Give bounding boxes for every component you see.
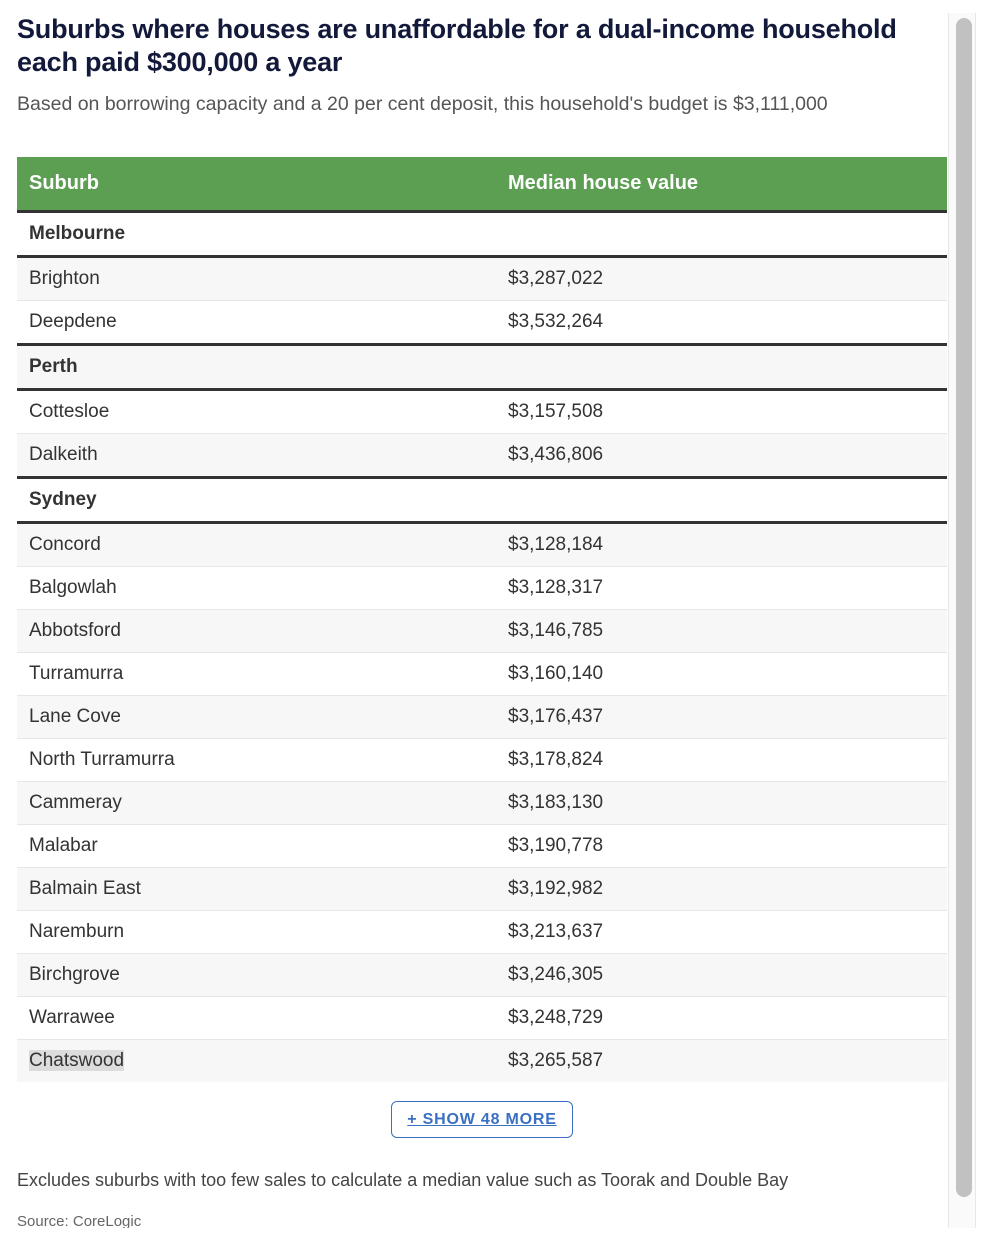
source-credit: Source: CoreLogic — [17, 1213, 142, 1228]
suburb-cell: Naremburn — [17, 911, 496, 954]
value-cell: $3,160,140 — [496, 653, 947, 696]
suburb-cell: Malabar — [17, 825, 496, 868]
suburb-cell — [17, 1040, 496, 1083]
group-row-melbourne — [17, 212, 947, 257]
table-row — [17, 782, 947, 825]
page-subtitle: Based on borrowing capacity and a 20 per cent deposit, this household's budget is $3,111,000 — [17, 93, 828, 115]
table-row — [17, 523, 947, 567]
suburb-table — [17, 157, 947, 1082]
column-header-median-value[interactable]: Median house value — [496, 157, 947, 212]
table-row — [17, 739, 947, 782]
group-empty-cell — [496, 345, 947, 390]
value-cell: $3,146,785 — [496, 610, 947, 653]
show-more-container — [17, 1101, 947, 1138]
table-row — [17, 1040, 947, 1083]
value-cell: $3,190,778 — [496, 825, 947, 868]
suburb-cell: Dalkeith — [17, 434, 496, 478]
value-cell: $3,265,587 — [496, 1040, 947, 1083]
group-empty-cell — [496, 478, 947, 523]
suburb-cell: Turramurra — [17, 653, 496, 696]
value-cell: $3,157,508 — [508, 401, 604, 422]
table-row — [17, 911, 947, 954]
value-cell: $3,213,637 — [496, 911, 947, 954]
selected-text: Chatswood — [29, 1050, 125, 1071]
table-row — [17, 301, 947, 345]
group-row-perth — [17, 345, 947, 390]
footnote: Excludes suburbs with too few sales to calculate a median value such as Toorak and Double Bay — [17, 1170, 789, 1190]
group-row-sydney — [17, 478, 947, 523]
suburb-cell: Deepdene — [17, 301, 496, 345]
table-widget — [17, 0, 947, 1228]
value-cell: $3,246,305 — [496, 954, 947, 997]
value-cell: $3,436,806 — [496, 434, 947, 478]
table-row — [17, 954, 947, 997]
suburb-cell: Lane Cove — [17, 696, 496, 739]
suburb-cell: Birchgrove — [17, 954, 496, 997]
table-row — [17, 567, 947, 610]
show-more-button[interactable]: + SHOW 48 MORE — [391, 1101, 573, 1138]
vertical-scrollbar[interactable] — [948, 13, 976, 1228]
suburb-cell: Balgowlah — [17, 567, 496, 610]
suburb-cell: Brighton — [29, 268, 100, 289]
group-empty-cell — [496, 212, 947, 257]
value-cell: $3,183,130 — [496, 782, 947, 825]
table-row — [17, 257, 947, 301]
value-cell: $3,176,437 — [496, 696, 947, 739]
value-cell: $3,192,982 — [496, 868, 947, 911]
scrollbar-thumb[interactable] — [956, 18, 972, 1197]
table-row — [17, 868, 947, 911]
suburb-cell: Cottesloe — [29, 401, 110, 422]
group-label: Melbourne — [17, 212, 496, 257]
value-cell: $3,128,184 — [508, 534, 604, 555]
table-body — [17, 212, 947, 1083]
table-row — [17, 825, 947, 868]
suburb-cell: North Turramurra — [17, 739, 496, 782]
suburb-cell: Cammeray — [17, 782, 496, 825]
column-header-suburb[interactable]: Suburb — [17, 157, 496, 212]
table-row — [17, 997, 947, 1040]
group-label: Perth — [17, 345, 496, 390]
table-row — [17, 696, 947, 739]
page-title: Suburbs where houses are unaffordable for a dual-income household each paid $300,000 a year — [17, 14, 897, 77]
table-row — [17, 653, 947, 696]
value-cell: $3,532,264 — [496, 301, 947, 345]
value-cell: $3,128,317 — [496, 567, 947, 610]
table-row — [17, 610, 947, 653]
suburb-cell: Abbotsford — [17, 610, 496, 653]
suburb-cell: Balmain East — [17, 868, 496, 911]
suburb-cell: Warrawee — [17, 997, 496, 1040]
suburb-cell: Concord — [29, 534, 101, 555]
value-cell: $3,287,022 — [508, 268, 604, 289]
table-row — [17, 390, 947, 434]
value-cell: $3,178,824 — [496, 739, 947, 782]
table-row — [17, 434, 947, 478]
group-label: Sydney — [17, 478, 496, 523]
value-cell: $3,248,729 — [496, 997, 947, 1040]
table-header-row — [17, 157, 947, 212]
